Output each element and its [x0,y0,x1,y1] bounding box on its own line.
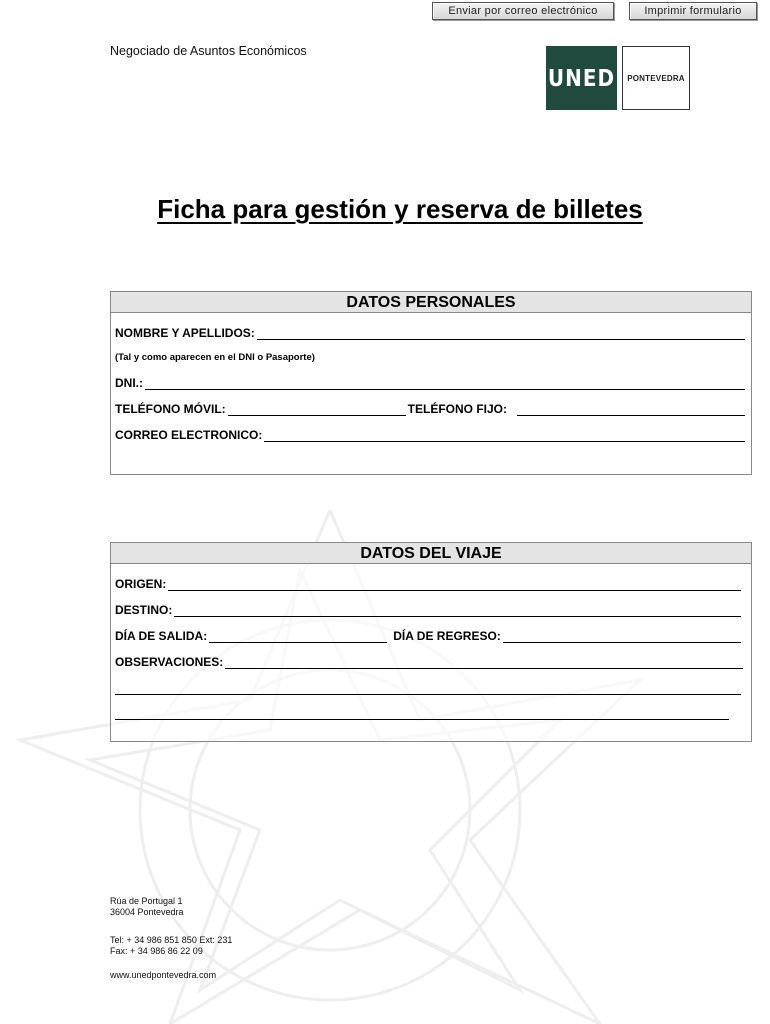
address-line-2: 36004 Pontevedra [110,907,184,917]
return-label: DÍA DE REGRESO: [393,629,501,643]
notes-field[interactable] [225,656,743,669]
email-label: CORREO ELECTRONICO: [115,428,263,442]
name-field[interactable] [257,327,745,340]
trip-data-heading: DATOS DEL VIAJE [111,543,751,564]
phone-row [115,402,745,416]
dni-row [115,376,745,390]
destination-label: DESTINO: [115,603,173,617]
email-row [115,428,745,442]
website-text: www.unedpontevedra.com [110,970,217,980]
landline-label: TELÉFONO FIJO: [407,402,508,416]
pontevedra-logo-text: PONTEVEDRA [627,73,685,83]
origin-field[interactable] [168,578,741,591]
address-block [110,896,184,918]
notes-label: OBSERVACIONES: [115,655,224,669]
contact-block [110,935,232,957]
email-button[interactable]: Enviar por correo electrónico [432,2,614,20]
departure-field[interactable] [209,630,387,643]
uned-logo [546,46,617,110]
mobile-label: TELÉFONO MÓVIL: [115,402,226,416]
personal-data-heading: DATOS PERSONALES [111,292,751,313]
email-field[interactable] [264,429,745,442]
name-row [115,326,745,340]
dni-label: DNI.: [115,376,143,390]
dates-row [115,629,745,643]
notes-line-3[interactable] [115,718,729,720]
pontevedra-logo [622,46,690,110]
origin-row [115,577,745,591]
notes-row [115,655,745,669]
tel-text: Tel: + 34 986 851 850 Ext: 231 [110,935,233,945]
landline-field[interactable] [517,403,745,416]
mobile-field[interactable] [228,403,406,416]
address-line-1: Rúa de Portugal 1 [110,896,183,906]
trip-data-section [110,542,752,742]
dni-field[interactable] [145,377,745,390]
return-field[interactable] [503,630,741,643]
name-label: NOMBRE Y APELLIDOS: [115,326,255,340]
org-name: Negociado de Asuntos Económicos [110,44,307,58]
notes-line-2[interactable] [115,693,741,695]
page-title: Ficha para gestión y reserva de billetes [157,194,643,224]
destination-row [115,603,745,617]
fax-text: Fax: + 34 986 86 22 09 [110,946,203,956]
name-note: (Tal y como aparecen en el DNI o Pasaporte) [115,352,315,363]
destination-field[interactable] [174,604,741,617]
origin-label: ORIGEN: [115,577,167,591]
personal-data-section [110,291,752,475]
uned-logo-text: UNED [547,64,616,92]
print-button[interactable]: Imprimir formulario [629,2,757,20]
departure-label: DÍA DE SALIDA: [115,629,208,643]
